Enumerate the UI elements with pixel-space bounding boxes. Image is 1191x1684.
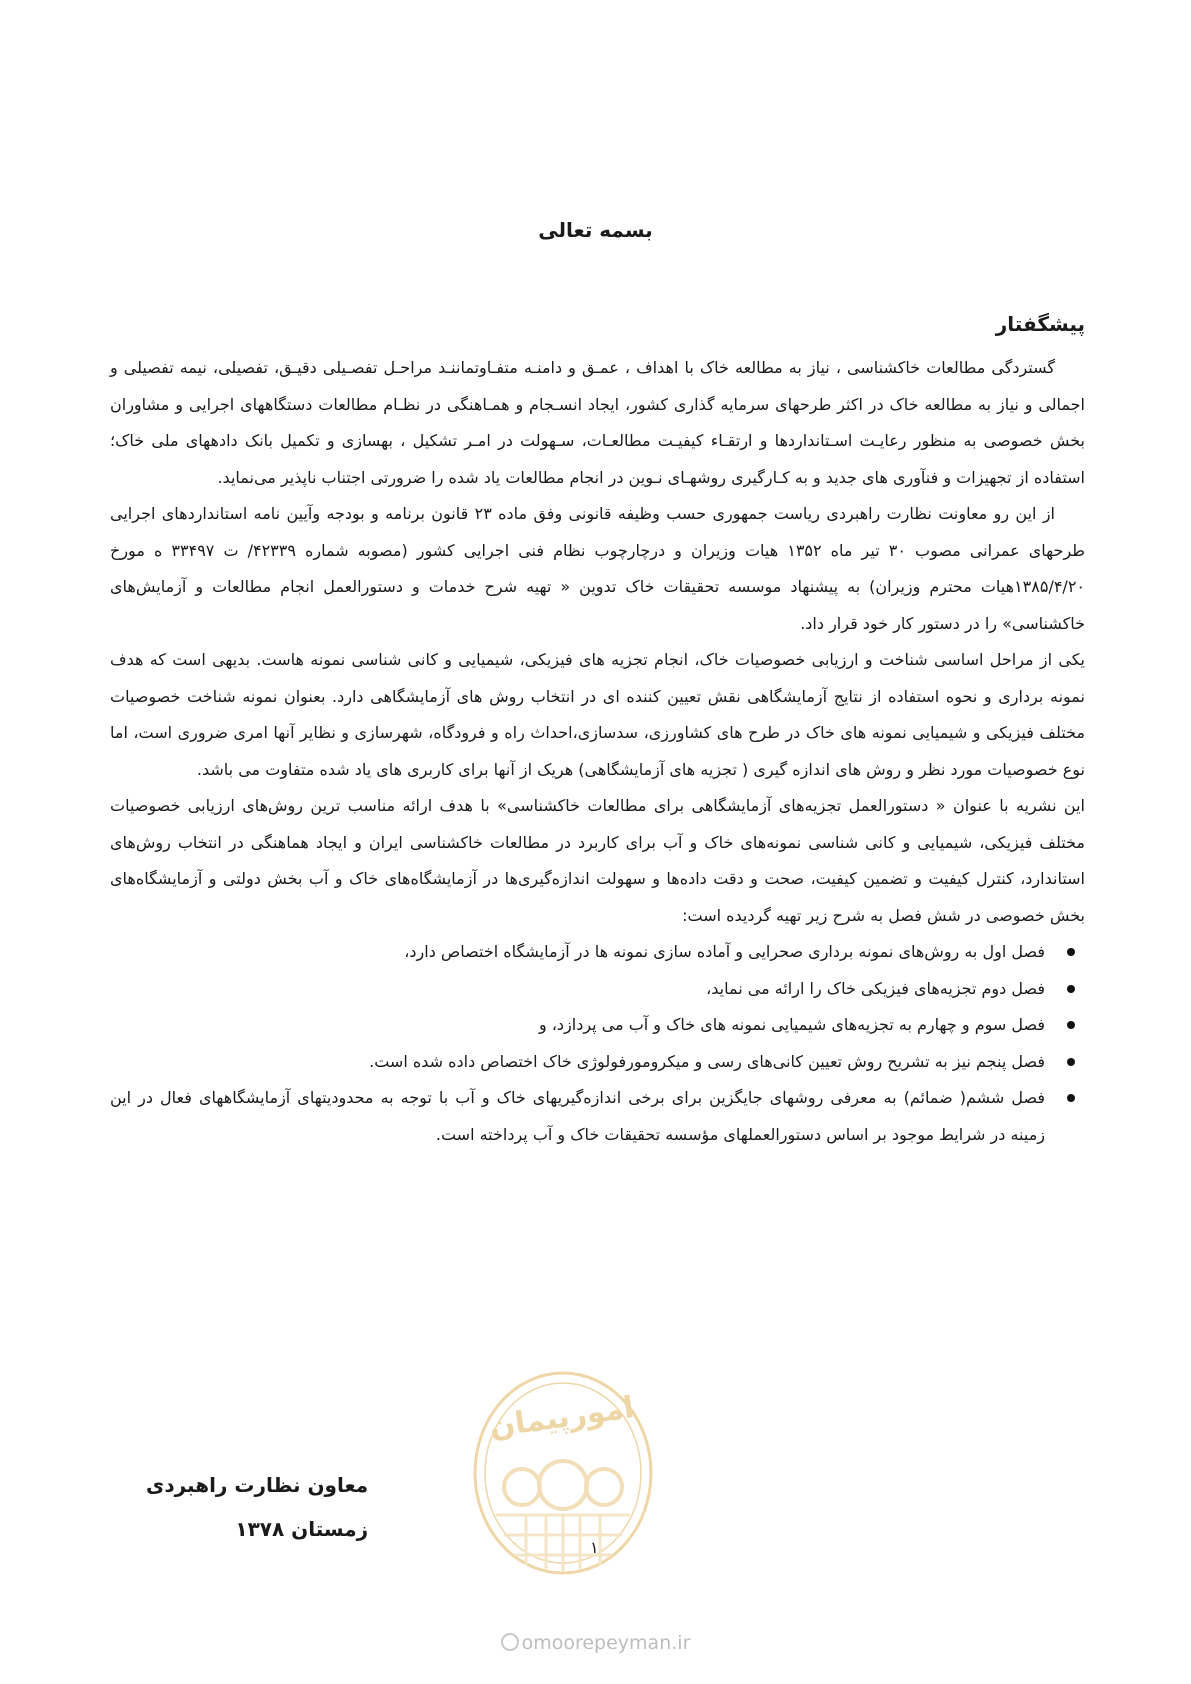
bullet-icon (1067, 1094, 1075, 1102)
paragraph-2: از این رو معاونت نظارت راهبردی ریاست جمهوری حسب وظیفه قانونی وفق ماده ۲۳ قانون برنامه و بودجه وآیین نامه استانداردهای اجرایی طرحهای عمرانی مصوب ۳۰ تیر ماه ۱۳۵۲ هیات وزیران و درچارچوب نظام فنی اجرایی کشور (مصوبه شماره ۴۲۳۳۹/ ت ۳۳۴۹۷ ه مورخ ۱۳۸۵/۴/۲۰هیات محترم وزیران) به پیشنهاد موسسه تحقیقات خاک تدوین « تهیه شرح خدمات و دستورالعمل انجام مطالعات و آزمایش‌های خاکشناسی» را در دستور کار خود قرار داد. (110, 504, 1086, 633)
paragraph-4: این نشریه با عنوان « دستورالعمل تجزیه‌های آزمایشگاهی برای مطالعات خاکشناسی» با هدف ارائه مناسب ترین روش‌های ارزیابی خصوصیات مختلف فیزیکی، شیمیایی و کانی شناسی نمونه‌های خاک و آب برای کاربرد در مطالعات خاکشناسی ایران و ایجاد هماهنگی در انتخاب روش‌های استاندارد، کنترل کیفیت و تضمین کیفیت، صحت و دقت داده‌ها و سهولت اندازه‌گیری‌ها در آزمایشگاه‌های خاک و آب بخش دولتی و آزمایشگاه‌های بخش خصوصی در شش فصل به شرح زیر تهیه گردیده است: (110, 796, 1085, 925)
section-heading: پیشگفتار (995, 312, 1085, 336)
list-item (110, 1044, 1045, 1081)
at-sign-icon (501, 1633, 519, 1651)
list-item-text: فصل دوم تجزیه‌های فیزیکی خاک را ارائه می نماید، (706, 978, 1045, 998)
list-item (110, 1007, 1045, 1044)
list-item (110, 1080, 1045, 1153)
bullet-icon (1067, 1058, 1075, 1066)
list-item-text: فصل پنجم نیز به تشریح روش تعیین کانی‌های رسی و میکرومورفولوژی خاک اختصاص داده شده است. (369, 1051, 1045, 1071)
list-item (110, 934, 1045, 971)
page-header-title: بسمه تعالی (538, 218, 653, 242)
bullet-icon (1067, 948, 1075, 956)
list-item-text: فصل سوم و چهارم به تجزیه‌های شیمیایی نمونه های خاک و آب می پردازد، و (538, 1015, 1045, 1034)
bullet-icon (1067, 1021, 1075, 1029)
watermark-url (0, 1632, 1191, 1654)
paragraph-3: یکی از مراحل اساسی شناخت و ارزیابی خصوصیات خاک، انجام تجزیه های فیزیکی، شیمیایی و کانی شناسی نمونه هاست. بدیهی است که هدف نمونه برداری و نحوه استفاده از نتایج آزمایشگاهی نقش تعیین کننده ای در انتخاب روش های آزمایشگاهی دارد. بعنوان نمونه شناخت خصوصیات مختلف فیزیکی و شیمیایی نمونه های خاک در طرح های کشاورزی، سدسازی،احداث راه و فرودگاه، شهرسازی و نظایر آنها امری ضروری است، اما نوع خصوصیات مورد نظر و روش های اندازه گیری ( تجزیه های آزمایشگاهی) هریک از آنها برای کاربری های یاد شده متفاوت می باشد. (110, 650, 1085, 779)
page-number: ۱ (590, 1538, 599, 1557)
bullet-icon (1067, 985, 1075, 993)
paragraph-1: گستردگی مطالعات خاکشناسی ، نیاز به مطالعه خاک با اهداف ، عمـق و دامنـه متفـاوتماننـد مراحـل تفصـیلی دقیـق، تفصیلی، نیمه تفصیلی و اجمالی و نیاز به مطالعه خاک در اکثر طرحهای سرمایه گذاری کشور، ایجاد انسـجام و همـاهنگی در نظـام مطالعات دستگاههای اجرایی و مشاوران بخش خصوصی به منظور رعایـت اسـتانداردها و ارتقـاء کیفیـت مطالعـات، سـهولت در امـر تشکیل ، بهسازی و تکمیل بانک دادههای ملی خاک؛ استفاده از تجهیزات و فنآوری های جدید و به کـارگیری روشهـای نـوین در انجام مطالعات یاد شده را ضرورتی اجتناب ناپذیر می‌نماید. (110, 358, 1085, 487)
list-item (110, 971, 1045, 1008)
watermark-text: omoorepeyman.ir (521, 1632, 691, 1654)
list-item-text: فصل اول به روش‌های نمونه برداری صحرایی و آماده سازی نمونه ها در آزمایشگاه اختصاص دارد، (404, 942, 1045, 961)
signature-date: زمستان ۱۳۷۸ (235, 1517, 369, 1541)
chapter-list (110, 934, 1085, 1153)
signature-block (146, 1463, 368, 1551)
signature-title: معاون نظارت راهبردی (146, 1473, 369, 1497)
watermark-seal-icon (466, 1365, 660, 1585)
body-text (110, 350, 1085, 1153)
list-item-text: فصل ششم( ضمائم) به معرفی روشهای جایگزین برای برخی اندازه‌گیریهای خاک و آب با توجه به محدودیتهای آزمایشگاههای فعال در این زمینه در شرایط موجود بر اساس دستورالعملهای مؤسسه تحقیقات خاک و آب پرداخته است. (110, 1088, 1045, 1144)
svg-text:امورپیمان: امورپیمان (487, 1390, 637, 1446)
